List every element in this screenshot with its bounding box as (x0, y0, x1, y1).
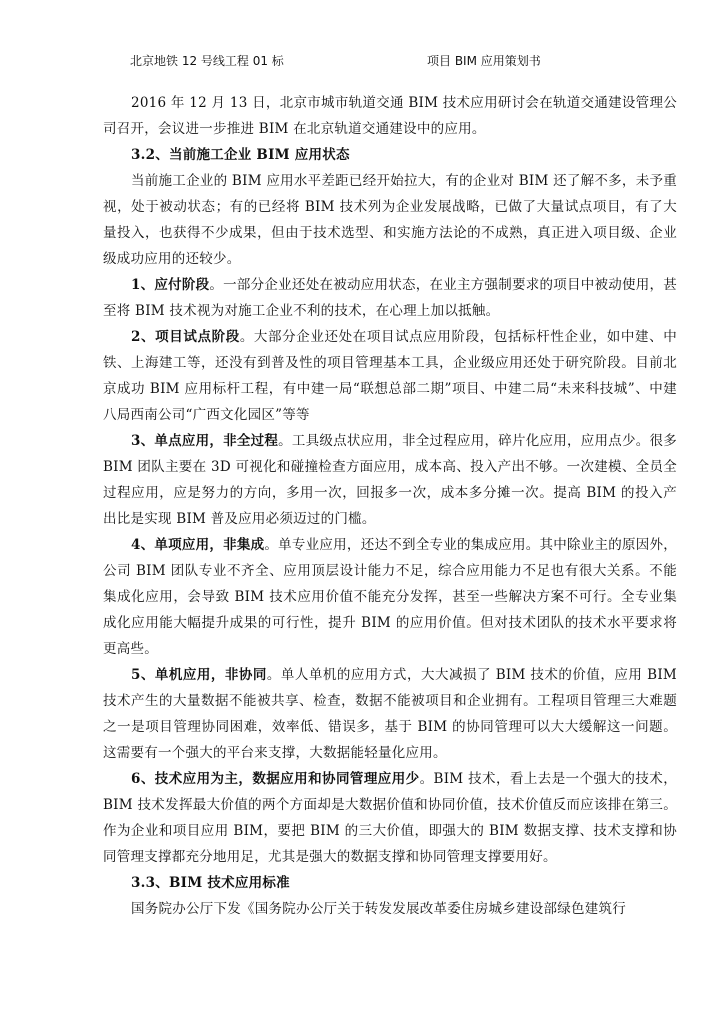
heading-text: 3.3、BIM 技术应用标准 (131, 875, 290, 891)
paragraph-stage-6 (103, 766, 677, 870)
section-heading-3-3 (103, 870, 677, 896)
paragraph-lead: 3、单点应用，非全过程 (131, 433, 279, 449)
paragraph-text: 。一部分企业还处在被动应用状态，在业主方强制要求的项目中被动使用，甚至将 BIM 技术视为对施工企业不利的技术，在心理上加以抵触。 (103, 277, 678, 319)
paragraph-stage-3 (103, 428, 677, 532)
paragraph-stage-2 (103, 324, 677, 428)
paragraph-lead: 2、项目试点阶段 (131, 329, 240, 345)
paragraph-lead: 1、应付阶段 (131, 277, 210, 293)
header-project-name: 北京地铁 12 号线工程 01 标 (130, 54, 284, 68)
document-body (103, 90, 677, 922)
paragraph-current-status (103, 168, 677, 272)
section-heading-3-2 (103, 142, 677, 168)
paragraph-stage-5 (103, 662, 677, 766)
page-header (130, 52, 620, 70)
paragraph-text: 2016 年 12 月 13 日，北京市城市轨道交通 BIM 技术应用研讨会在轨道交通建设管理公司召开，会议进一步推进 BIM 在北京轨道交通建设中的应用。 (103, 95, 677, 137)
paragraph-text: 。单专业应用，还达不到全专业的集成应用。其中除业主的原因外，公司 BIM 团队专业不齐全、应用顶层设计能力不足，综合应用能力不足也有很大关系。不能集成化应用，会导致 BIM 技术应用价值不能充分发挥，甚至一些解决方案不可行。全专业集成化应用能大幅提升成果的可行性，提升 BIM 的应用价值。但对技术团队的技术水平要求将更高些。 (103, 537, 677, 657)
paragraph-lead: 4、单项应用，非集成 (131, 537, 265, 553)
paragraph-text: 。BIM 技术，看上去是一个强大的技术，BIM 技术发挥最大价值的两个方面却是大数据价值和协同价值，技术价值反而应该排在第三。作为企业和项目应用 BIM，要把 BIM 的三大价值，即强大的 BIM 数据支撑、技术支撑和协同管理支撑都充分地用足，尤其是强大的数据支撑和协同管理支撑要用好。 (103, 771, 677, 865)
paragraph-text: 。单人单机的应用方式，大大减损了 BIM 技术的价值，应用 BIM 技术产生的大量数据不能被共享、检查，数据不能被项目和企业拥有。工程项目管理三大难题之一是项目管理协同困难，效率低、错误多，基于 BIM 的协同管理可以大大缓解这一问题。这需要有一个强大的平台来支撑，大数据能轻量化应用。 (103, 667, 677, 761)
paragraph-standards (103, 896, 677, 922)
paragraph-lead: 5、单机应用，非协同 (131, 667, 267, 683)
paragraph-intro (103, 90, 677, 142)
paragraph-text: 。大部分企业还处在项目试点应用阶段，包括标杆性企业，如中建、中铁、上海建工等，还没有到普及性的项目管理基本工具，企业级应用还处于研究阶段。目前北京成功 BIM 应用标杆工程，有中建一局“联想总部二期”项目、中建二局“未来科技城”、中建八局西南公司“广西文化园区”等等 (103, 329, 677, 423)
paragraph-text: 国务院办公厅下发《国务院办公厅关于转发发展改革委住房城乡建设部绿色建筑行 (131, 901, 626, 917)
paragraph-text: 。工具级点状应用，非全过程应用，碎片化应用，应用点少。很多 BIM 团队主要在 3D 可视化和碰撞检查方面应用，成本高、投入产出不够。一次建模、全员全过程应用，应是努力的方向，多用一次，回报多一次，成本多分摊一次。提高 BIM 的投入产出比是实现 BIM 普及应用必须迈过的门槛。 (103, 433, 677, 527)
paragraph-stage-4 (103, 532, 677, 662)
paragraph-lead: 6、技术应用为主，数据应用和协同管理应用少 (131, 771, 420, 787)
heading-text: 3.2、当前施工企业 BIM 应用状态 (131, 147, 350, 163)
header-document-title: 项目 BIM 应用策划书 (427, 54, 541, 68)
paragraph-stage-1 (103, 272, 677, 324)
paragraph-text: 当前施工企业的 BIM 应用水平差距已经开始拉大，有的企业对 BIM 还了解不多，未予重视，处于被动状态；有的已经将 BIM 技术列为企业发展战略，已做了大量试点项目，有了大量投入，也获得不少成果，但由于技术选型、和实施方法论的不成熟，真正进入项目级、企业级成功应用的还较少。 (103, 173, 677, 267)
